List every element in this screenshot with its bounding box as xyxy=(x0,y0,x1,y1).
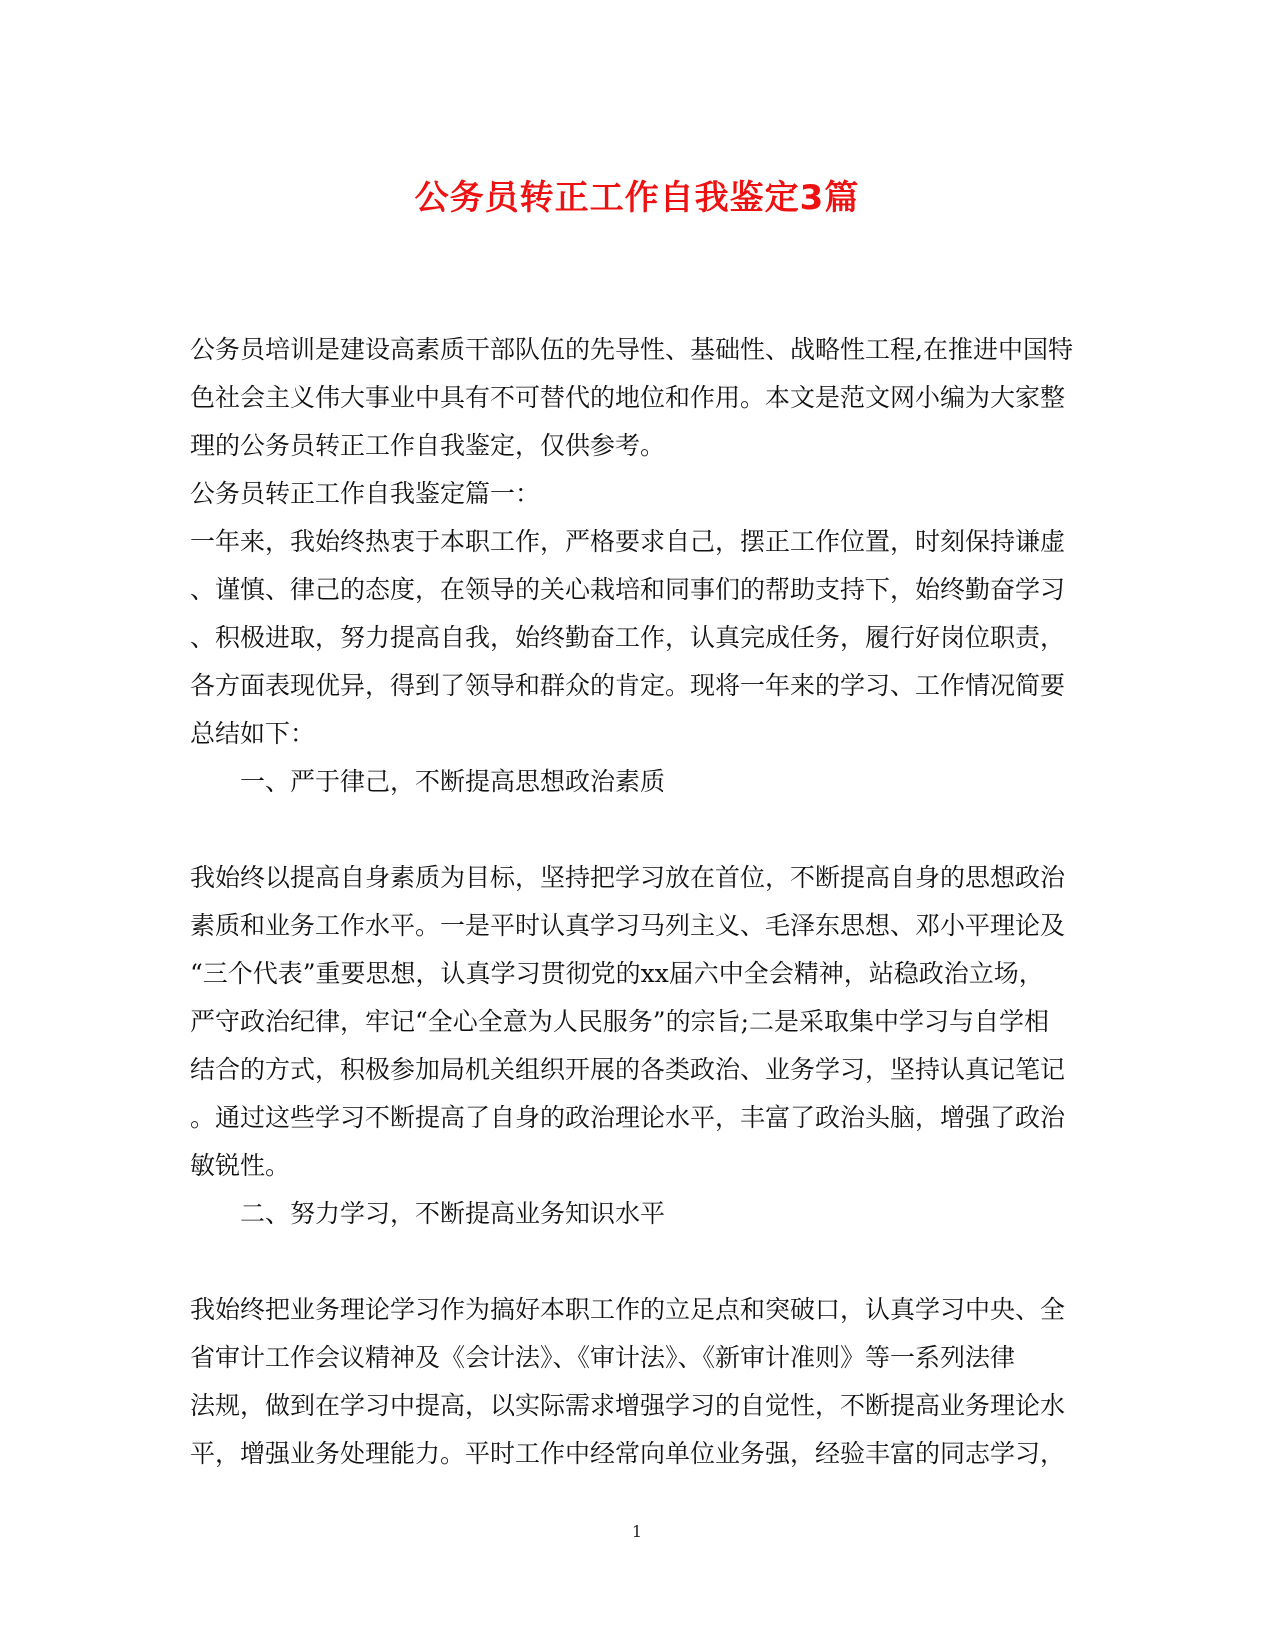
text-line: 色社会主义伟大事业中具有不可替代的地位和作用。本文是范文网小编为大家整 xyxy=(190,383,1066,412)
document-body xyxy=(190,326,1073,1478)
text-line: 、谨慎、律己的态度，在领导的关心栽培和同事们的帮助支持下，始终勤奋学习 xyxy=(190,575,1066,604)
subheading-two: 二、努力学习，不断提高业务知识水平 xyxy=(240,1199,666,1228)
paragraph-gap xyxy=(190,806,1070,854)
text-line: 严守政治纪律，牢记“全心全意为人民服务”的宗旨;二是采取集中学习与自学相 xyxy=(190,1007,1049,1036)
text-line: 。通过这些学习不断提高了自身的政治理论水平，丰富了政治头脑，增强了政治 xyxy=(190,1103,1066,1132)
text-line: 各方面表现优异，得到了领导和群众的肯定。现将一年来的学习、工作情况简要 xyxy=(190,671,1066,700)
text-line: 省审计工作会议精神及《会计法》、《审计法》、《新审计准则》等一系列法律 xyxy=(190,1343,1016,1372)
document-title: 公务员转正工作自我鉴定3篇 xyxy=(414,178,860,218)
text-line: 、积极进取，努力提高自我，始终勤奋工作，认真完成任务，履行好岗位职责， xyxy=(190,623,1066,652)
text-line: “三个代表”重要思想，认真学习贯彻党的xx届六中全会精神，站稳政治立场， xyxy=(190,959,1044,988)
text-line: 素质和业务工作水平。一是平时认真学习马列主义、毛泽东思想、邓小平理论及 xyxy=(190,911,1066,940)
text-line: 结合的方式，积极参加局机关组织开展的各类政治、业务学习，坚持认真记笔记 xyxy=(190,1055,1066,1084)
text-line: 法规，做到在学习中提高，以实际需求增强学习的自觉性，不断提高业务理论水 xyxy=(190,1391,1066,1420)
text-line: 总结如下： xyxy=(190,719,316,748)
text-line: 公务员培训是建设高素质干部队伍的先导性、基础性、战略性工程,在推进中国特 xyxy=(190,335,1073,364)
subheading-one: 一、严于律己，不断提高思想政治素质 xyxy=(240,767,666,796)
text-line: 敏锐性。 xyxy=(190,1151,291,1180)
text-line: 平，增强业务处理能力。平时工作中经常向单位业务强，经验丰富的同志学习， xyxy=(190,1439,1066,1468)
page-number: 1 xyxy=(631,1522,643,1541)
text-line: 理的公务员转正工作自我鉴定，仅供参考。 xyxy=(190,431,666,460)
text-line: 我始终以提高自身素质为目标，坚持把学习放在首位，不断提高自身的思想政治 xyxy=(190,863,1066,892)
section-heading-part-one: 公务员转正工作自我鉴定篇一： xyxy=(190,479,541,508)
text-line: 我始终把业务理论学习作为搞好本职工作的立足点和突破口，认真学习中央、全 xyxy=(190,1295,1066,1324)
paragraph-gap xyxy=(190,1238,1070,1286)
text-line: 一年来，我始终热衷于本职工作，严格要求自己，摆正工作位置，时刻保持谦虚 xyxy=(190,527,1066,556)
